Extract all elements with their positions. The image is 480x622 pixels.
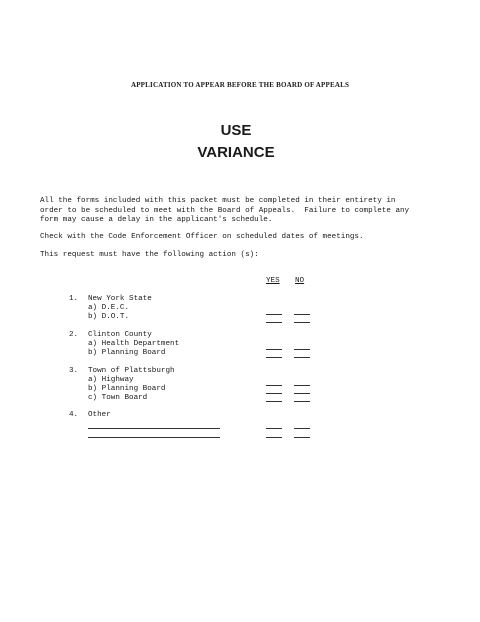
no-blank[interactable] [294, 349, 310, 350]
title-use: USE [220, 122, 252, 139]
application-heading: APPLICATION TO APPEAR BEFORE THE BOARD OF APPEALS [130, 81, 350, 89]
yes-blank[interactable] [266, 357, 282, 358]
action-request-paragraph: This request must have the following action (s): [40, 251, 259, 259]
list-item: b) Planning Board [88, 385, 166, 393]
no-column-header: NO [295, 277, 305, 285]
list-item: a) Highway [88, 376, 134, 384]
section-number: 1. [69, 295, 79, 303]
section-label-town-of-plattsburgh: Town of Plattsburgh [88, 367, 175, 375]
no-blank[interactable] [294, 437, 310, 438]
title-variance: VARIANCE [197, 144, 275, 161]
list-item: a) Health Department [88, 340, 180, 348]
no-blank[interactable] [294, 393, 310, 394]
list-item: c) Town Board [88, 394, 148, 402]
yes-blank[interactable] [266, 393, 282, 394]
yes-blank[interactable] [266, 349, 282, 350]
list-item: b) D.O.T. [88, 313, 130, 321]
instructions-paragraph [40, 197, 440, 226]
no-blank[interactable] [294, 322, 310, 323]
yes-blank[interactable] [266, 401, 282, 402]
no-blank[interactable] [294, 401, 310, 402]
other-fill-line[interactable] [88, 437, 220, 438]
yes-blank[interactable] [266, 322, 282, 323]
yes-blank[interactable] [266, 428, 282, 429]
instructions-line-1: All the forms included with this packet must be completed in their entirety in [40, 197, 396, 205]
yes-blank[interactable] [266, 385, 282, 386]
section-number: 2. [69, 331, 79, 339]
instructions-line-3: form may cause a delay in the applicant's schedule. [40, 216, 273, 224]
yes-column-header: YES [266, 277, 280, 285]
section-label-clinton-county: Clinton County [88, 331, 152, 339]
meeting-dates-paragraph: Check with the Code Enforcement Officer on scheduled dates of meetings. [40, 233, 364, 241]
yes-blank[interactable] [266, 314, 282, 315]
no-blank[interactable] [294, 428, 310, 429]
no-blank[interactable] [294, 385, 310, 386]
list-item: b) Planning Board [88, 349, 166, 357]
section-number: 4. [69, 411, 79, 419]
section-number: 3. [69, 367, 79, 375]
yes-blank[interactable] [266, 437, 282, 438]
section-label-other: Other [88, 411, 111, 419]
section-label-new-york-state: New York State [88, 295, 152, 303]
other-fill-line[interactable] [88, 428, 220, 429]
list-item: a) D.E.C. [88, 304, 130, 312]
no-blank[interactable] [294, 357, 310, 358]
no-blank[interactable] [294, 314, 310, 315]
instructions-line-2: order to be scheduled to meet with the Board of Appeals. Failure to complete any [40, 206, 410, 215]
